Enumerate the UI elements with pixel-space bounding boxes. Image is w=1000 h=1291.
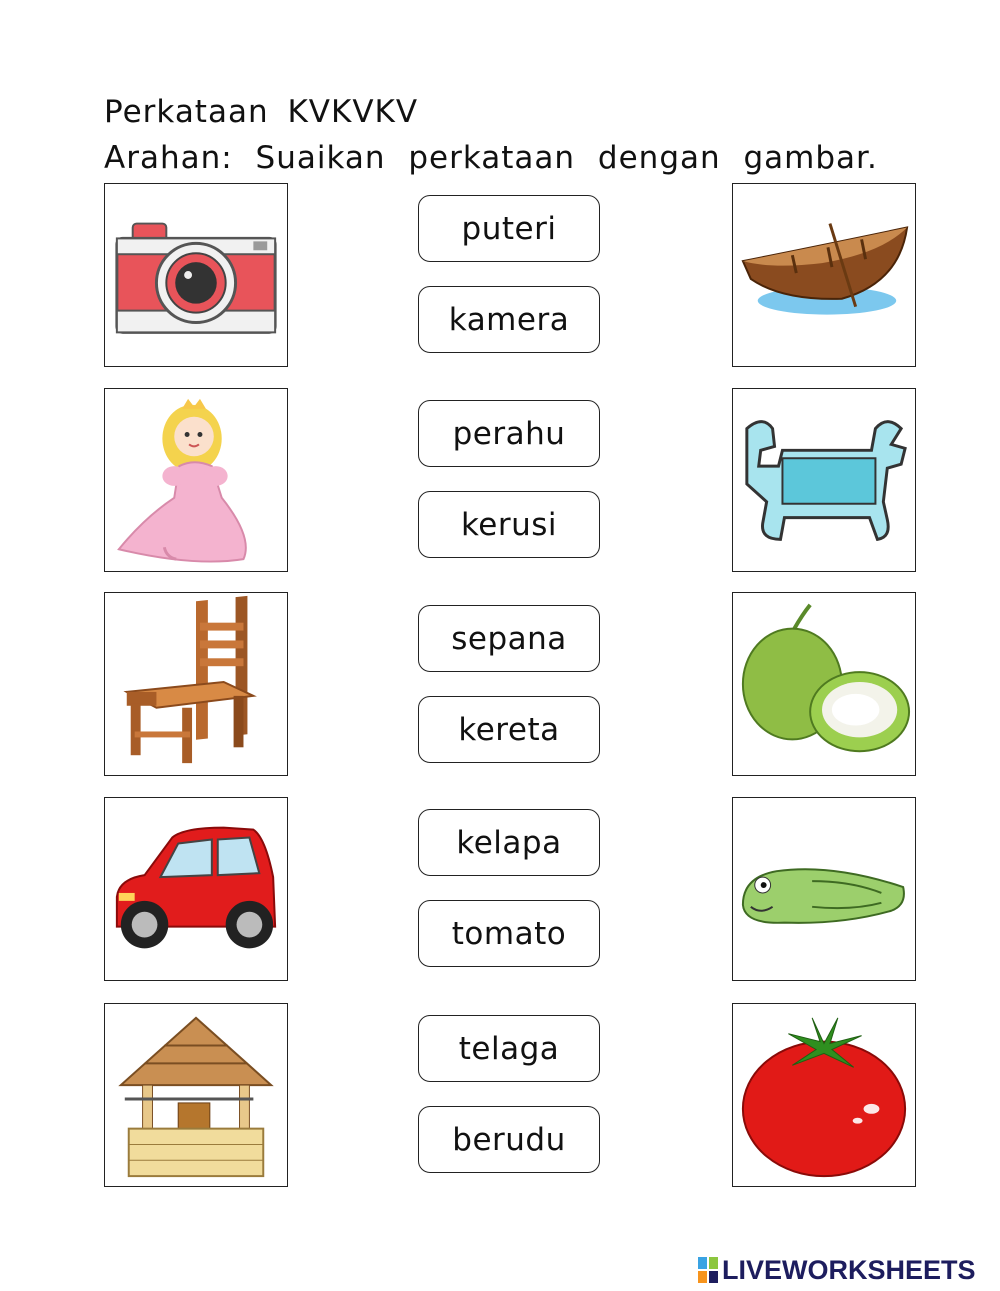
word-card-kereta[interactable]: kereta [418,696,600,763]
worksheet-instruction: Arahan: Suaikan perkataan dengan gambar. [104,140,878,176]
worksheet-title: Perkataan KVKVKV [104,94,419,130]
princess-icon [105,389,287,571]
liveworksheets-logo-icon [698,1257,718,1283]
princess-picture[interactable] [104,388,288,572]
liveworksheets-logo-text: LIVEWORKSHEETS [722,1254,976,1285]
car-picture[interactable] [104,797,288,981]
chair-icon [105,593,287,775]
spanner-icon [733,389,915,571]
coconut-icon [733,593,915,775]
word-card-kerusi[interactable]: kerusi [418,491,600,558]
word-card-telaga[interactable]: telaga [418,1015,600,1082]
camera-icon [105,184,287,366]
word-card-sepana[interactable]: sepana [418,605,600,672]
well-icon [105,1004,287,1186]
chair-picture[interactable] [104,592,288,776]
tadpole-icon [733,798,915,980]
spanner-picture[interactable] [732,388,916,572]
coconut-picture[interactable] [732,592,916,776]
tadpole-picture[interactable] [732,797,916,981]
word-card-perahu[interactable]: perahu [418,400,600,467]
boat-picture[interactable] [732,183,916,367]
camera-picture[interactable] [104,183,288,367]
boat-icon [733,184,915,366]
liveworksheets-logo [698,1255,976,1285]
word-card-berudu[interactable]: berudu [418,1106,600,1173]
well-picture[interactable] [104,1003,288,1187]
tomato-picture[interactable] [732,1003,916,1187]
word-card-kelapa[interactable]: kelapa [418,809,600,876]
word-card-tomato[interactable]: tomato [418,900,600,967]
car-icon [105,798,287,980]
tomato-icon [733,1004,915,1186]
word-card-puteri[interactable]: puteri [418,195,600,262]
word-card-kamera[interactable]: kamera [418,286,600,353]
